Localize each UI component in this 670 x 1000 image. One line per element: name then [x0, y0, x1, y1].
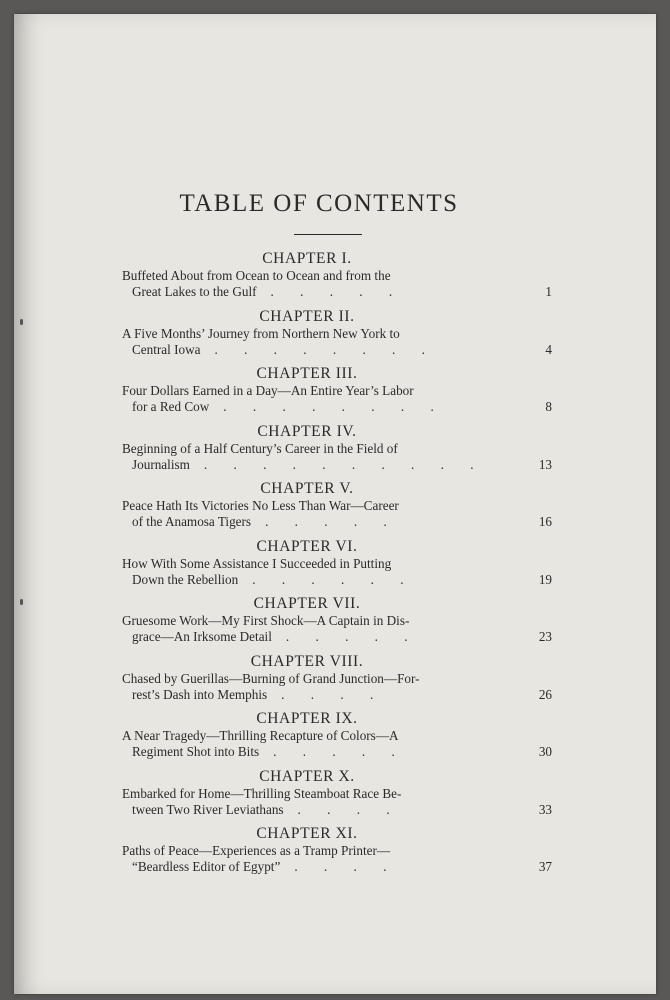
toc-entry	[122, 480, 552, 538]
chapter-heading: CHAPTER VII.	[253, 595, 361, 612]
leader-dots: . . . . .	[285, 629, 420, 644]
leader-dots: . . . . . . . . . .	[203, 456, 486, 472]
toc-entry	[122, 365, 552, 423]
chapter-title-line1: Peace Hath Its Victories No Less Than War—Career	[122, 498, 399, 513]
title-rule	[294, 234, 362, 235]
chapter-title-line2-text: tween Two River Leviathans	[132, 801, 284, 817]
chapter-title-line2-text: Journalism	[132, 456, 190, 472]
chapter-title-line2	[122, 744, 552, 760]
chapter-title-line1: Paths of Peace—Experiences as a Tramp Printer—	[122, 843, 391, 858]
chapter-title-line1: How With Some Assistance I Succeeded in Putting	[122, 555, 392, 571]
toc-list	[122, 250, 552, 883]
chapter-heading: CHAPTER I.	[262, 250, 352, 267]
page-number: 23	[538, 629, 552, 644]
toc-entry	[122, 767, 552, 826]
chapter-heading: CHAPTER VIII.	[250, 652, 364, 670]
page-number: 8	[545, 399, 552, 414]
chapter-title-line2	[122, 859, 552, 875]
chapter-title-line2-text: Great Lakes to the Gulf	[132, 284, 257, 299]
chapter-title-line1: A Near Tragedy—Thrilling Recapture of Colors—A	[122, 728, 399, 743]
chapter-title-line1: Chased by Guerillas—Burning of Grand Junction—For-	[122, 670, 420, 686]
chapter-heading: CHAPTER III.	[256, 365, 358, 382]
page-number: 33	[538, 801, 552, 817]
leader-dots: . . . . .	[270, 284, 404, 299]
leader-dots: . . . . . . . .	[214, 341, 437, 357]
chapter-title-line2-text: Regiment Shot into Bits	[132, 744, 260, 759]
chapter-title-line2	[122, 342, 552, 358]
chapter-title-line2	[122, 284, 552, 300]
chapter-title-line1: Embarked for Home—Thrilling Steamboat Race Be-	[122, 785, 402, 801]
leader-dots: . . . .	[294, 859, 398, 874]
chapter-title-line2	[122, 399, 552, 415]
chapter-title-line2	[122, 802, 552, 818]
chapter-title-line1: A Five Months’ Journey from Northern New York to	[122, 325, 400, 341]
page-number: 4	[545, 341, 552, 357]
spine-mark	[20, 319, 23, 325]
chapter-title-line2	[122, 687, 552, 703]
chapter-title-line1: Buffeted About from Ocean to Ocean and from the	[122, 268, 391, 283]
chapter-title-line1: Four Dollars Earned in a Day—An Entire Year’s Labor	[122, 383, 414, 398]
chapter-title-line2-text: grace—An Irksome Detail	[132, 629, 272, 644]
chapter-heading: CHAPTER XI.	[256, 825, 358, 842]
page-number: 1	[545, 284, 552, 299]
chapter-heading: CHAPTER II.	[259, 307, 355, 325]
chapter-title-line2-text: “Beardless Editor of Egypt”	[132, 859, 281, 874]
page-number: 26	[538, 686, 552, 702]
toc-entry	[122, 652, 552, 711]
chapter-title-line1: Beginning of a Half Century’s Career in the Field of	[122, 440, 398, 456]
chapter-heading: CHAPTER VI.	[256, 537, 358, 555]
spine-mark	[20, 599, 23, 605]
toc-entry	[122, 595, 552, 653]
leader-dots: . . . . . .	[252, 571, 415, 587]
page-number: 30	[538, 744, 552, 759]
chapter-heading: CHAPTER IV.	[257, 422, 357, 440]
chapter-title-line2	[122, 629, 552, 645]
leader-dots: . . . . . . . .	[223, 399, 446, 414]
page-number: 37	[538, 859, 552, 874]
chapter-heading: CHAPTER X.	[259, 767, 355, 785]
chapter-title-line2-text: of the Anamosa Tigers	[132, 514, 252, 529]
leader-dots: . . . .	[297, 801, 402, 817]
leader-dots: . . . .	[281, 686, 385, 702]
chapter-heading: CHAPTER IX.	[256, 710, 358, 727]
chapter-heading: CHAPTER V.	[260, 480, 354, 497]
page-title: TABLE OF CONTENTS	[179, 190, 459, 217]
chapter-title-line2-text: for a Red Cow	[132, 399, 210, 414]
toc-entry	[122, 250, 552, 308]
leader-dots: . . . . .	[273, 744, 407, 759]
toc-entry	[122, 307, 552, 366]
chapter-title-line2-text: rest’s Dash into Memphis	[132, 686, 268, 702]
toc-entry	[122, 422, 552, 481]
chapter-title-line2-text: Down the Rebellion	[132, 571, 239, 587]
chapter-title-line2-text: Central Iowa	[132, 341, 201, 357]
chapter-title-line2	[122, 514, 552, 530]
toc-entry	[122, 710, 552, 768]
book-page	[14, 14, 656, 994]
toc-entry	[122, 825, 552, 883]
toc-entry	[122, 537, 552, 596]
chapter-title-line2	[122, 457, 552, 473]
page-number: 19	[538, 571, 552, 587]
leader-dots: . . . . .	[265, 514, 399, 529]
page-number: 16	[538, 514, 552, 529]
page-number: 13	[538, 456, 552, 472]
chapter-title-line1: Gruesome Work—My First Shock—A Captain in Dis-	[122, 613, 410, 628]
chapter-title-line2	[122, 572, 552, 588]
